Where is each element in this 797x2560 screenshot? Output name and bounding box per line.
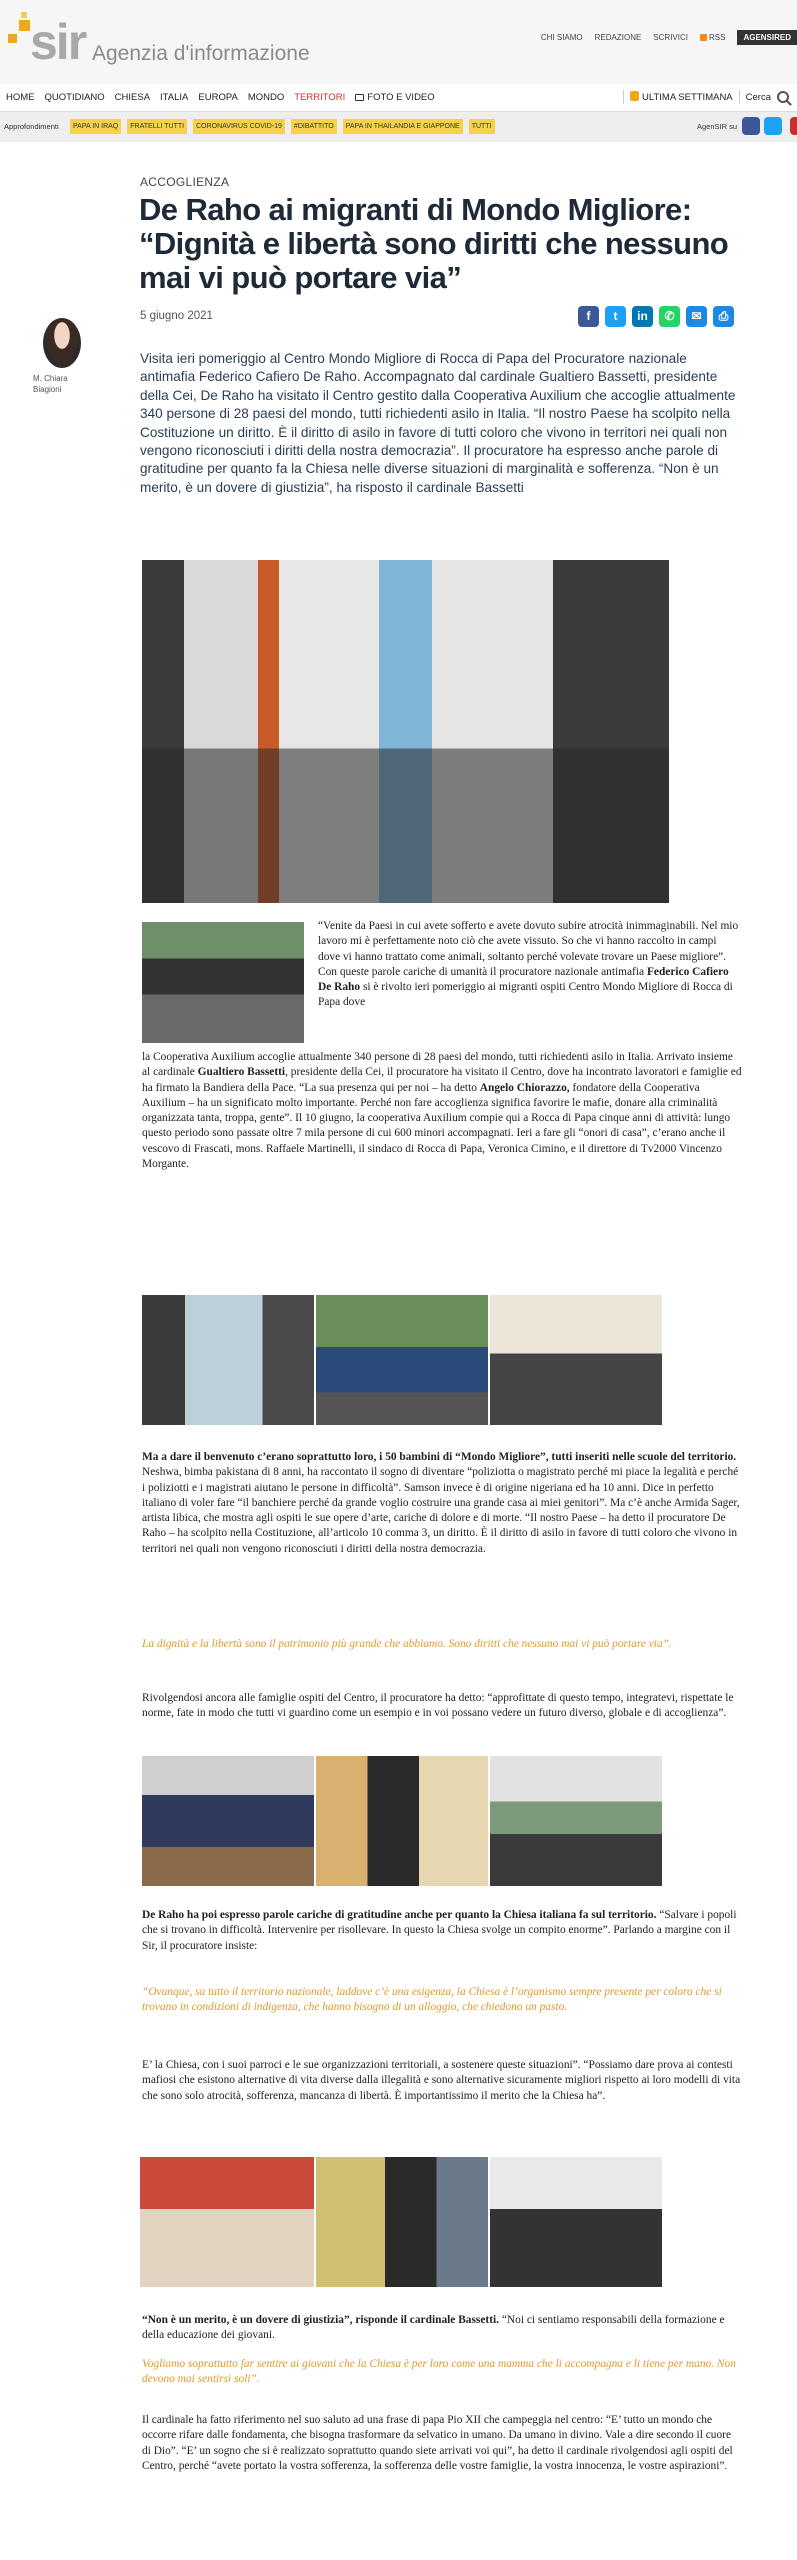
nav-foto-video[interactable] bbox=[355, 92, 434, 103]
logo-square-small bbox=[21, 12, 27, 18]
paragraph-1-wrap bbox=[318, 919, 741, 1011]
agensir-su-label: AgenSIR su bbox=[696, 122, 737, 131]
p1-bassetti: Gualtiero Bassetti bbox=[197, 1066, 286, 1079]
nav-items bbox=[6, 92, 435, 103]
gallery-photo[interactable] bbox=[490, 1295, 662, 1425]
paragraph-7: Il cardinale ha fatto riferimento nel suo saluto ad una frase di papa Pio XII che campeggia nel centro: “E’ tutto un mondo che occorre rifare dalle fondamenta, che bisogna trasformare da selvatico in umano. Da umano in divino. Vale a dire secondo il cuore di Dio”. “E’ un sogno che si è realizzato soprattutto quando siete arrivati voi qui”, ha detto il cardinale rivolgendosi agli ospiti del Centro, perché “avete portato la vostra sofferenza, la sofferenza delle vostre famiglie, la vostra innocenza, le vostre aspirazioni”. bbox=[142, 2414, 733, 2472]
thumb-photo[interactable] bbox=[142, 922, 304, 1043]
nav-territori[interactable]: TERRITORI bbox=[294, 92, 346, 103]
foto-video-label: FOTO E VIDEO bbox=[367, 92, 435, 103]
approfondimenti-label: Approfondimenti bbox=[4, 122, 59, 131]
logo-square-mid bbox=[19, 20, 30, 31]
share-linkedin-icon[interactable]: in bbox=[632, 306, 653, 327]
paragraph-6 bbox=[142, 2313, 742, 2344]
rss-link[interactable] bbox=[700, 33, 725, 42]
paragraph-2 bbox=[142, 1450, 742, 1557]
paragraph-3: Rivolgendosi ancora alle famiglie ospiti del Centro, il procuratore ha detto: “approfittate di questo tempo, integratevi, rispettate le norme, fate in modo che tutti vi guardino come un esempio e in voi possano vedere un futuro diverso, globale e di accoglienza”. bbox=[142, 1692, 734, 1720]
logo-square-left bbox=[8, 34, 17, 43]
nav-quotidiano[interactable]: QUOTIDIANO bbox=[44, 92, 105, 103]
quote-2: “Ovunque, su tutto il territorio nazionale, laddove c’è una esigenza, la Chiesa è l’organismo sempre presente per coloro che si trovano in condizioni di indigenza, che hanno bisogno di un alloggio, che chiedono un pasto. bbox=[142, 1986, 722, 2014]
share-twitter-icon[interactable]: t bbox=[605, 306, 626, 327]
p6-rest: “Noi ci sentiamo responsabili della formazione e della educazione dei giovani. bbox=[142, 2314, 725, 2342]
article-title: De Raho ai migranti di Mondo Migliore: “Dignità e libertà sono diritti che nessuno mai vi può portare via” bbox=[139, 192, 729, 295]
gallery-photo[interactable] bbox=[316, 1756, 488, 1886]
p1-full-b: , presidente della Cei, il procuratore ha visitato il Centro, dove ha incontrato lavoratori e famiglie ed ha firmato la Bandiera della Pace. “La sua presenza qui per noi – ha detto bbox=[142, 1066, 742, 1094]
cerca-label[interactable]: Cerca bbox=[745, 91, 771, 103]
share-facebook-icon[interactable]: f bbox=[578, 306, 599, 327]
nav-home[interactable]: HOME bbox=[6, 92, 35, 103]
top-header bbox=[0, 0, 797, 84]
bag-icon bbox=[630, 91, 639, 101]
rss-label: RSS bbox=[708, 33, 726, 42]
nav-chiesa[interactable]: CHIESA bbox=[114, 92, 151, 103]
rss-icon bbox=[700, 34, 707, 41]
p6-bold: “Non è un merito, è un dovere di giustizia”, risponde il cardinale Bassetti. bbox=[142, 2314, 500, 2326]
main-photo[interactable] bbox=[142, 560, 669, 903]
redazione-link[interactable]: REDAZIONE bbox=[594, 33, 642, 42]
camera-icon bbox=[355, 94, 364, 101]
tag-tutti[interactable]: TUTTI bbox=[469, 119, 495, 134]
gallery-photo[interactable] bbox=[490, 1756, 662, 1886]
tag-papa-thailandia[interactable]: PAPA IN THAILANDIA E GIAPPONE bbox=[343, 119, 463, 134]
article-lead: Visita ieri pomeriggio al Centro Mondo Migliore di Rocca di Papa del Procuratore nazionale antimafia Federico Cafiero De Raho. Accompagnato dal cardinale Gualtiero Bassetti, presidente della Cei, De Raho ha visitato il Centro gestito dalla Cooperativa Auxilium che accoglie attualmente 340 persone di 28 paesi del mondo, tutti richiedenti asilo in Italia. “Il nostro Paese ha scolpito nella Costituzione un diritto. È il diritto di asilo in favore di tutti coloro che vivono in territori nei quali non vengono riconosciuti i diritti della nostra democrazia”. Il procuratore ha espresso anche parole di gratitudine per quanto fa la Chiesa nelle diverse situazioni di marginalità e sofferenza. “Non è un merito, è un dovere di giustizia”, ha risposto il cardinale Bassetti bbox=[140, 351, 736, 495]
top-links bbox=[541, 30, 797, 45]
gallery-photo[interactable] bbox=[490, 2157, 662, 2287]
ultima-settimana-link[interactable] bbox=[630, 91, 733, 103]
chi-siamo-link[interactable]: CHI SIAMO bbox=[540, 33, 583, 42]
approfondimenti-bar bbox=[0, 112, 797, 142]
nav-mondo[interactable]: MONDO bbox=[247, 92, 285, 103]
p1-full-a: la Cooperativa Auxilium accoglie attualmente 340 persone di 28 paesi del mondo, tutti richiedenti asilo in Italia. Arrivato insieme al cardinale bbox=[142, 1051, 733, 1079]
p4-rest: “Salvare i popoli che si trovano in difficoltà. Intervenire per risollevare. In questo la Chiesa svolge un compito enorme”. Parlando a margine con il Sir, il procuratore insiste: bbox=[142, 1909, 737, 1952]
quote-3: Vogliamo soprattutto far sentire ai giovani che la Chiesa è per loro come una mamma che li accompagna e li tiene per mano. Non devono mai sentirsi soli”. bbox=[142, 2358, 736, 2386]
paragraph-5: E’ la Chiesa, con i suoi parroci e le sue organizzazioni territoriali, a sostenere queste situazioni”. “Possiamo dare prova ai contesti mafiosi che esistono alternative di vita diverse dalla illegalità e sono alternative sicuramente migliori rispetto ai loro modelli di vita che sono solo atrocità, sofferenza, mancanza di libertà. È importantissimo il merito che la Chiesa ha”. bbox=[142, 2059, 741, 2102]
share-print-icon[interactable]: ⎙ bbox=[713, 306, 734, 327]
tag-papa-iraq[interactable]: PAPA IN IRAQ bbox=[70, 119, 121, 134]
topic-tags bbox=[70, 119, 495, 134]
gallery-photo[interactable] bbox=[142, 1756, 314, 1886]
quote-1: La dignità e la libertà sono il patrimonio più grande che abbiamo. Sono diritti che nessuno mai vi può portare via”. bbox=[142, 1638, 672, 1650]
tag-dibattito[interactable]: #DIBATTITO bbox=[291, 119, 337, 134]
gallery-photo[interactable] bbox=[316, 1295, 488, 1425]
author-name[interactable]: M. Chiara Biagioni bbox=[33, 374, 68, 394]
p1-name: Federico Cafiero De Raho bbox=[318, 965, 729, 994]
paragraph-1-full bbox=[142, 1050, 742, 1172]
sir-logo[interactable] bbox=[8, 12, 308, 72]
gallery-photo[interactable] bbox=[316, 2157, 488, 2287]
article-date: 5 giugno 2021 bbox=[140, 310, 213, 322]
agensired-button[interactable]: AGENSIRED bbox=[737, 30, 797, 45]
paragraph-4 bbox=[142, 1908, 742, 1954]
p1-rest-wrap: si è rivolto ieri pomeriggio ai migranti ospiti Centro Mondo Migliore di Rocca di Papa dove bbox=[318, 981, 733, 1009]
nav-right bbox=[623, 90, 789, 104]
p1-angelo: Angelo Chiorazzo, bbox=[479, 1081, 570, 1094]
tag-fratelli-tutti[interactable]: FRATELLI TUTTI bbox=[127, 119, 187, 134]
p1-full-c: fondatore della Cooperativa Auxilium – ha un significato molto importante. Perché non fare accoglienza significa favorire le mafie, donare alla criminalità organizzata tanta, troppa, gente”. Il 10 giugno, la cooperativa Auxilium compie qui a Rocca di Papa cinque anni di attività: lungo questo periodo sono passate oltre 7 mila persone di cui 600 minori accompagnati. Ieri a fare gli “onori di casa”, c’erano anche il vescovo di Frascati, mons. Raffaele Martinelli, il sindaco di Rocca di Papa, Veronica Cimino, e il direttore di Tv2000 Vincenzo Morgante. bbox=[142, 1081, 731, 1171]
p4-bold: De Raho ha poi espresso parole cariche di gratitudine anche per quanto la Chiesa italiana fa sul territorio. bbox=[142, 1909, 657, 1921]
nav-italia[interactable]: ITALIA bbox=[160, 92, 189, 103]
p1-wrap-text: “Venite da Paesi in cui avete sofferto e avete dovuto subire atrocità inimmaginabili. Nel mio lavoro mi è perfettamente noto ciò che avete vissuto. So che vi hanno raccolto in campi dove vi hanno trattato come animali, soltanto perché volevate trovare un Paese migliore”. Con queste parole cariche di umanità il procuratore nazionale antimafia bbox=[318, 920, 739, 978]
nav-divider bbox=[739, 90, 740, 104]
author-avatar[interactable] bbox=[43, 318, 81, 368]
p2-bold: Ma a dare il benvenuto c’erano soprattutto loro, i 50 bambini di “Mondo Migliore”, tutti inseriti nelle scuole del territorio. bbox=[142, 1451, 737, 1463]
search-icon[interactable] bbox=[777, 91, 789, 103]
logo-agenzia-text: Agenzia d'informazione bbox=[92, 42, 310, 65]
share-whatsapp-icon[interactable]: ✆ bbox=[659, 306, 680, 327]
nav-europa[interactable]: EUROPA bbox=[198, 92, 238, 103]
main-nav bbox=[0, 84, 797, 112]
gallery-photo[interactable] bbox=[142, 1295, 314, 1425]
youtube-icon[interactable] bbox=[790, 117, 797, 135]
p2-rest: Neshwa, bimba pakistana di 8 anni, ha raccontato il sogno di diventare “poliziotta o magistrato perché mi piace la legalità e perché i poliziotti e i magistrati aiutano le persone in difficoltà”. Samson invece è di origine nigeriana ed ha 10 anni. Dice in perfetto italiano di voler fare “il banchiere perché da grande voglio costruire una grande casa ai miei genitori”. Ma c’è anche Armida Sager, artista libica, che mostra agli ospiti le sue opere d’arte, cariche di dolore e di morte. “Il nostro Paese – ha detto il procuratore De Raho – ha scolpito nella Costituzione, all’articolo 10 comma 3, un diritto. È il diritto di asilo in favore di tutti coloro che vivono in territori nei quali non vengono riconosciuti i diritti della nostra democrazia. bbox=[142, 1466, 740, 1555]
logo-sir-text: sir bbox=[30, 14, 86, 70]
scrivici-link[interactable]: SCRIVICI bbox=[653, 33, 688, 42]
facebook-icon[interactable] bbox=[742, 117, 760, 135]
share-buttons bbox=[578, 306, 734, 327]
share-email-icon[interactable]: ✉ bbox=[686, 306, 707, 327]
gallery-photo[interactable] bbox=[140, 2157, 314, 2287]
nav-divider bbox=[623, 90, 624, 104]
article-kicker[interactable]: ACCOGLIENZA bbox=[140, 175, 230, 189]
tag-coronavirus[interactable]: CORONAVIRUS COVID-19 bbox=[193, 119, 285, 134]
twitter-icon[interactable] bbox=[764, 117, 782, 135]
ultima-settimana-label: ULTIMA SETTIMANA bbox=[642, 92, 733, 103]
